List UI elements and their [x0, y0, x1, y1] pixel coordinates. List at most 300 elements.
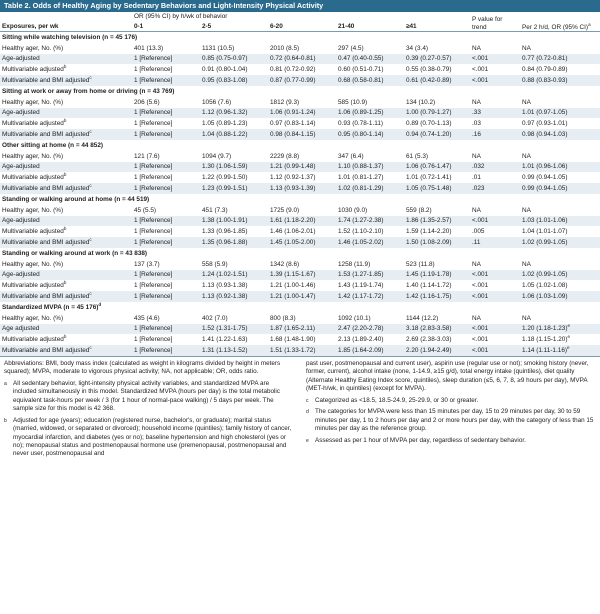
table-cell: 0.60 (0.51-0.71)	[338, 66, 384, 74]
row-label-text: Healthy ager, No. (%)	[2, 98, 64, 106]
header-col-3: 21-40	[336, 21, 404, 32]
table-cell: 1 [Reference]	[132, 162, 200, 173]
per2-cell	[520, 75, 600, 86]
table-cell: 0.55 (0.38-0.79)	[406, 66, 452, 74]
table-cell: 1 [Reference]	[132, 270, 200, 281]
section-header-row	[0, 302, 600, 313]
row-label-text: Healthy ager, No. (%)	[2, 152, 64, 160]
per2-cell	[520, 237, 600, 248]
p-value-cell: NA	[472, 260, 481, 268]
table-cell: 1.86 (1.35-2.57)	[404, 216, 470, 227]
table-cell: 1.12 (0.92-1.37)	[270, 174, 316, 182]
table-cell: 1131 (10.5)	[202, 44, 235, 52]
table-cell: 34 (3.4)	[406, 44, 429, 52]
table-row	[0, 226, 600, 237]
table-cell: 297 (4.5)	[338, 44, 364, 52]
table-cell: 1.06 (0.89-1.25)	[336, 108, 404, 119]
footnote-mark: c	[89, 345, 92, 350]
table-row	[0, 270, 600, 281]
per2-cell	[520, 334, 600, 345]
p-value-cell: <.001	[470, 216, 520, 227]
table-cell: 1 [Reference]	[134, 174, 173, 182]
footnote-mark: c	[89, 237, 92, 242]
per2-cell	[520, 183, 600, 194]
section-title-text: Other sitting at home (n = 44 852)	[2, 141, 104, 149]
row-label	[0, 270, 132, 281]
table-cell: 1.21 (1.00-1.46)	[270, 282, 316, 290]
row-label-text: Age-adjusted	[2, 217, 40, 225]
table-cell: 402 (7.0)	[202, 314, 228, 322]
footnote-mark: c	[306, 397, 309, 404]
row-label-text: Healthy ager, No. (%)	[2, 206, 64, 214]
table-cell: 559 (8.2)	[406, 206, 432, 214]
row-label	[0, 216, 132, 227]
table-cell: 1.59 (1.14-2.20)	[406, 228, 452, 236]
table-cell: 0.98 (0.84-1.15)	[268, 129, 336, 140]
table-cell: 2.69 (2.38-3.03)	[406, 336, 452, 344]
header-col-0: 0-1	[132, 21, 200, 32]
table-cell: 1.06 (0.91-1.24)	[268, 108, 336, 119]
footnote-mark: e	[567, 323, 570, 329]
p-value-cell: NA	[472, 206, 481, 214]
table-cell: 2010 (8.5)	[270, 44, 300, 52]
per2-cell	[520, 162, 600, 173]
table-row	[0, 54, 600, 65]
table-cell: 1.52 (1.10-2.10)	[338, 228, 384, 236]
per2-cell	[520, 54, 600, 65]
table-cell: 1.45 (1.19-1.78)	[404, 270, 470, 281]
table-cell: 0.39 (0.27-0.57)	[404, 54, 470, 65]
table-cell: 1.85 (1.64-2.09)	[336, 345, 404, 356]
table-cell: 2.13 (1.89-2.40)	[338, 336, 384, 344]
row-label	[0, 237, 132, 248]
footnote-mark: e	[306, 437, 309, 444]
table-cell: 1144 (12.2)	[406, 314, 439, 322]
row-label-text: Healthy ager, No. (%)	[2, 44, 64, 52]
table-cell: 0.68 (0.58-0.81)	[336, 75, 404, 86]
row-label	[0, 345, 132, 356]
table-cell: 1 [Reference]	[132, 216, 200, 227]
table-row	[0, 237, 600, 248]
table-cell: 1.46 (1.06-2.01)	[270, 228, 316, 236]
p-value-cell: NA	[472, 152, 481, 160]
row-label	[0, 162, 132, 173]
table-title: Table 2. Odds of Healthy Aging by Sedentary Behaviors and Light-Intensity Physical Activity	[0, 0, 600, 12]
p-value-cell: <.001	[470, 324, 520, 335]
table-cell: 1.05 (0.89-1.23)	[202, 120, 248, 128]
table-cell: 2.47 (2.20-2.78)	[336, 324, 404, 335]
row-label-text: Multivariable and BMI adjusted	[2, 131, 90, 139]
section-title-text: Sitting while watching television (n = 45 176)	[2, 33, 138, 41]
footnote	[4, 417, 294, 459]
table-cell: 1 [Reference]	[134, 120, 173, 128]
table-cell: 1 [Reference]	[134, 336, 173, 344]
section-header-row	[0, 194, 600, 205]
table-cell: 585 (10.9)	[338, 98, 368, 106]
footnotes-right	[306, 360, 596, 462]
table-cell: 1.23 (0.99-1.51)	[200, 183, 268, 194]
table-row	[0, 334, 600, 345]
header-col-1: 2-5	[200, 21, 268, 32]
per2-value: 0.84 (0.79-0.89)	[522, 66, 568, 74]
row-label-text: Multivariable and BMI adjusted	[2, 347, 90, 354]
p-value-cell: .01	[472, 174, 481, 182]
table-cell: 1.35 (0.96-1.88)	[200, 237, 268, 248]
per2-cell	[520, 151, 600, 162]
per2-cell	[520, 324, 600, 335]
footnote-text: Adjusted for age (years); education (registered nurse, bachelor's, or graduate); marital status (married, widowed, or separated or divorced); household income (quintiles); family history of cancer, myocardial infarction, and diabetes (yes or no); baseline hypertension and high cholesterol (yes or no); menopausal status and postmenopausal hormone use (premenopausal, postmenopausal and never user, postmenopausal and	[13, 416, 292, 458]
table-cell: 0.95 (0.83-1.08)	[200, 75, 268, 86]
table-cell: 1.21 (0.99-1.48)	[268, 162, 336, 173]
per2-value: 1.03 (1.01-1.06)	[522, 217, 568, 225]
per2-cell	[520, 108, 600, 119]
per2-cell	[520, 172, 600, 183]
per2-value: 0.77 (0.72-0.81)	[522, 55, 568, 63]
table-cell: 1.42 (1.17-1.72)	[336, 291, 404, 302]
table-cell: 1.24 (1.02-1.51)	[200, 270, 268, 281]
table-row	[0, 291, 600, 302]
table-cell: 1.00 (0.79-1.27)	[404, 108, 470, 119]
table-row	[0, 183, 600, 194]
row-label-text: Age-adjusted	[2, 109, 40, 117]
table-row	[0, 345, 600, 356]
row-label-text: Multivariable adjusted	[2, 282, 64, 290]
table-cell: 0.93 (0.78-1.11)	[338, 120, 383, 128]
footnote-mark: a	[4, 380, 7, 387]
table-row	[0, 259, 600, 270]
table-cell: 1.40 (1.14-1.72)	[406, 282, 452, 290]
per2-cell	[520, 226, 600, 237]
per2-cell	[520, 129, 600, 140]
table-row	[0, 324, 600, 335]
table-cell: 347 (6.4)	[338, 152, 364, 160]
per2-value: 1.02 (0.99-1.05)	[522, 239, 568, 247]
p-value-cell: .023	[470, 183, 520, 194]
table-cell: 1.45 (1.05-2.00)	[268, 237, 336, 248]
row-label-text: Healthy ager, No. (%)	[2, 260, 64, 268]
footnote-mark: c	[89, 75, 92, 80]
row-label-text: Age-adjusted	[2, 163, 40, 171]
header-exposure: Exposures, per wk	[0, 21, 132, 32]
table-cell: 1.13 (0.93-1.39)	[268, 183, 336, 194]
table-cell: 0.72 (0.64-0.81)	[268, 54, 336, 65]
footnote-mark: d	[306, 409, 309, 416]
table-cell: 134 (10.2)	[406, 98, 436, 106]
row-label	[0, 129, 132, 140]
per2-value: 0.98 (0.94-1.03)	[522, 131, 568, 139]
table-cell: 1.33 (0.96-1.85)	[202, 228, 248, 236]
footnote	[4, 360, 294, 377]
table-cell: 1.12 (0.96-1.32)	[200, 108, 268, 119]
p-value-cell: <.001	[470, 291, 520, 302]
footnote-mark: b	[63, 226, 67, 232]
row-label-text: Age-adjusted	[2, 271, 40, 279]
table-cell: 401 (13.3)	[134, 44, 164, 52]
row-label-text: Multivariable and BMI adjusted	[2, 239, 90, 247]
header-per2: Per 2 h/d, OR (95% CI)$^a$	[520, 12, 600, 32]
p-value-cell: <.001	[470, 270, 520, 281]
table-cell: 1.04 (0.88-1.22)	[200, 129, 268, 140]
section-title-text: Standing or walking around at home (n = 44 519)	[2, 195, 150, 203]
table-cell: 1812 (9.3)	[270, 98, 300, 106]
per2-value: 1.01 (0.96-1.06)	[522, 163, 568, 171]
table-cell: 1725 (9.0)	[270, 206, 300, 214]
p-value-cell: <.001	[472, 282, 489, 290]
row-label	[0, 324, 132, 335]
footnote-mark: c	[89, 129, 92, 134]
row-label	[0, 75, 132, 86]
per2-cell	[520, 280, 600, 291]
footnote-mark: b	[63, 280, 67, 286]
row-label	[0, 43, 132, 54]
table-cell: 1.13 (0.93-1.38)	[202, 282, 248, 290]
table-cell: 1 [Reference]	[132, 54, 200, 65]
table-cell: 121 (7.6)	[134, 152, 160, 160]
section-title	[0, 32, 600, 43]
per2-value: NA	[522, 152, 531, 160]
p-value-cell: .032	[470, 162, 520, 173]
table-cell: 1342 (8.6)	[270, 260, 300, 268]
table-cell: 0.94 (0.74-1.20)	[404, 129, 470, 140]
row-label	[0, 118, 132, 129]
footnote-mark: b	[63, 64, 67, 70]
table-cell: 206 (5.6)	[134, 98, 160, 106]
per2-cell	[520, 43, 600, 54]
p-value-cell: NA	[472, 98, 481, 106]
per2-cell	[520, 291, 600, 302]
row-label	[0, 205, 132, 216]
section-header-row	[0, 86, 600, 97]
table-cell: 1.30 (1.06-1.59)	[200, 162, 268, 173]
table-cell: 1 [Reference]	[132, 108, 200, 119]
table-row	[0, 313, 600, 324]
per2-value: 0.99 (0.94-1.05)	[522, 185, 568, 193]
row-label	[0, 108, 132, 119]
table-cell: 1.02 (0.81-1.29)	[336, 183, 404, 194]
per2-cell	[520, 259, 600, 270]
footnote	[4, 380, 294, 414]
row-label	[0, 54, 132, 65]
table-cell: 1.01 (0.72-1.41)	[406, 174, 452, 182]
table-cell: 1.01 (0.81-1.27)	[338, 174, 384, 182]
table-cell: 137 (3.7)	[134, 260, 160, 268]
footnote-mark: b	[63, 334, 67, 340]
section-title	[0, 302, 600, 313]
table-cell: 0.81 (0.72-0.92)	[270, 66, 316, 74]
per2-cell	[520, 270, 600, 281]
table-cell: 1.38 (1.00-1.91)	[200, 216, 268, 227]
table-cell: 0.47 (0.40-0.55)	[336, 54, 404, 65]
table-cell: 558 (5.9)	[202, 260, 228, 268]
odds-table	[0, 12, 600, 356]
table-cell: 1.46 (1.05-2.02)	[336, 237, 404, 248]
section-title	[0, 140, 600, 151]
footnote-mark: b	[63, 172, 67, 178]
header-spacer	[0, 12, 132, 21]
row-label	[0, 97, 132, 108]
footnote-mark: c	[89, 183, 92, 188]
table-cell: 1056 (7.6)	[202, 98, 232, 106]
p-value-cell: .005	[472, 228, 485, 236]
per2-cell	[520, 118, 600, 129]
footnote-mark: c	[89, 291, 92, 296]
table-row	[0, 97, 600, 108]
table-cell: 1.10 (0.88-1.37)	[336, 162, 404, 173]
p-value-cell: <.001	[472, 336, 489, 344]
section-title	[0, 248, 600, 259]
footnote	[306, 437, 596, 445]
p-value-cell: .16	[470, 129, 520, 140]
table-cell: 1.68 (1.48-1.90)	[270, 336, 316, 344]
table-row	[0, 172, 600, 183]
per2-value: NA	[522, 98, 531, 106]
table-cell: 1.13 (0.92-1.38)	[200, 291, 268, 302]
per2-value: NA	[522, 206, 531, 214]
table-row	[0, 216, 600, 227]
table-cell: 1.39 (1.15-1.67)	[268, 270, 336, 281]
section-title-text: Standardized MVPA (n = 45 176)	[2, 303, 99, 311]
per2-value: 0.99 (0.94-1.05)	[522, 174, 568, 182]
row-label-text: Multivariable and BMI adjusted	[2, 77, 90, 85]
table-cell: 1.51 (1.33-1.72)	[268, 345, 336, 356]
table-cell: 1 [Reference]	[132, 345, 200, 356]
table-cell: 61 (5.3)	[406, 152, 429, 160]
per2-value: 1.14 (1.11-1.16)	[522, 347, 567, 354]
row-label-text: Multivariable adjusted	[2, 174, 64, 182]
per2-cell	[520, 97, 600, 108]
table-cell: 1 [Reference]	[132, 291, 200, 302]
section-title-text: Standing or walking around at work (n = 43 838)	[2, 249, 148, 257]
table-cell: 1030 (9.0)	[338, 206, 368, 214]
per2-value: 1.20 (1.18-1.23)	[522, 325, 568, 333]
table-row	[0, 118, 600, 129]
header-col-2: 6-20	[268, 21, 336, 32]
row-label	[0, 280, 132, 291]
table-cell: 1.74 (1.27-2.38)	[336, 216, 404, 227]
table-cell: 1 [Reference]	[132, 237, 200, 248]
footnote	[306, 397, 596, 405]
table-cell: 0.95 (0.80-1.14)	[336, 129, 404, 140]
table-cell: 1.42 (1.16-1.75)	[404, 291, 470, 302]
table-cell: 0.89 (0.70-1.13)	[406, 120, 452, 128]
p-value-cell: <.001	[472, 66, 489, 74]
table-row	[0, 280, 600, 291]
table-cell: 0.61 (0.42-0.89)	[404, 75, 470, 86]
row-label-text: Healthy ager, No. (%)	[2, 314, 64, 322]
p-value-cell: NA	[472, 44, 481, 52]
row-label-text: Age adjusted	[2, 325, 40, 333]
row-label-text: Age-adjusted	[2, 55, 40, 63]
per2-cell	[520, 64, 600, 75]
footnote-mark: e	[567, 345, 570, 350]
footnote-mark: b	[63, 118, 67, 124]
row-label	[0, 313, 132, 324]
row-label-text: Multivariable adjusted	[2, 120, 64, 128]
row-label-text: Multivariable adjusted	[2, 336, 64, 344]
table-cell: 1.52 (1.31-1.75)	[200, 324, 268, 335]
row-label-text: Multivariable and BMI adjusted	[2, 185, 90, 193]
per2-cell	[520, 345, 600, 356]
per2-value: 1.05 (1.02-1.08)	[522, 282, 568, 290]
per2-value: NA	[522, 44, 531, 52]
per2-value: NA	[522, 260, 531, 268]
table-cell: 1 [Reference]	[134, 228, 173, 236]
table-cell: 1.43 (1.19-1.74)	[338, 282, 384, 290]
table-cell: 1094 (9.7)	[202, 152, 232, 160]
footnote-text: All sedentary behavior, light-intensity physical activity variables, and standardized MVPA are included simultaneously in this model. Standardized MVPA (hours per day) is the total metabolic equivalent task-hours per week / 3 (for 1 hour of normal-pace walking) / 5 days per week. The sample size for this model is 42 368.	[13, 379, 280, 413]
table-row	[0, 43, 600, 54]
table-cell: 1 [Reference]	[132, 183, 200, 194]
row-label	[0, 183, 132, 194]
p-value-cell: <.001	[470, 75, 520, 86]
per2-value: NA	[522, 314, 531, 322]
section-title-text: Sitting at work or away from home or driving (n = 43 769)	[2, 87, 175, 95]
table-cell: 523 (11.8)	[406, 260, 435, 268]
per2-value: 0.97 (0.93-1.01)	[522, 120, 568, 128]
per2-value: 1.01 (0.97-1.05)	[522, 109, 568, 117]
p-value-cell: .11	[470, 237, 520, 248]
footnote	[306, 408, 596, 433]
table-cell: 451 (7.3)	[202, 206, 228, 214]
table-row	[0, 64, 600, 75]
per2-cell	[520, 313, 600, 324]
p-value-cell: .03	[472, 120, 481, 128]
per2-value: 1.18 (1.15-1.20)	[522, 336, 568, 344]
row-label	[0, 172, 132, 183]
table-cell: 1258 (11.9)	[338, 260, 371, 268]
row-label	[0, 226, 132, 237]
footnote	[306, 360, 596, 394]
row-label	[0, 151, 132, 162]
row-label	[0, 334, 132, 345]
p-value-cell: <.001	[470, 54, 520, 65]
table-cell: 1 [Reference]	[132, 75, 200, 86]
table-cell: 2229 (8.8)	[270, 152, 300, 160]
table-cell: 1 [Reference]	[132, 324, 200, 335]
per2-cell	[520, 205, 600, 216]
p-value-cell: .33	[470, 108, 520, 119]
footnote-mark: d	[98, 301, 102, 307]
footnote-text: Abbreviations: BMI, body mass index (calculated as weight in kilograms divided by height in meters squared); MVPA, moderate to vigorous physical activity; NA, not applicable; OR, odds ratio.	[4, 359, 281, 376]
table-cell: 435 (4.6)	[134, 314, 160, 322]
footnote-text: past user, postmenopausal and current user), aspirin use (regular use or not); smoking history (never, former, current), alcohol intake (none, 1-14.9, ≥15 g/d), total energy intake (quintiles), diet quality (Alternate Healthy Eating Index score, quintiles), sleep duration (≤5, 6, 7, 8, ≥9 hours per day), MVPA (MET-h/wk, in quintiles) (except for MVPA).	[306, 359, 589, 393]
section-header-row	[0, 140, 600, 151]
row-label	[0, 291, 132, 302]
table-cell: 1092 (10.1)	[338, 314, 371, 322]
p-value-cell: NA	[472, 314, 481, 322]
table-cell: 1.21 (1.00-1.47)	[268, 291, 336, 302]
table-cell: 1.53 (1.27-1.85)	[336, 270, 404, 281]
row-label	[0, 64, 132, 75]
row-label-text: Multivariable and BMI adjusted	[2, 293, 90, 301]
table-row	[0, 108, 600, 119]
footnote-text: The categories for MVPA were less than 15 minutes per day, 15 to 29 minutes per day, 30 to 59 minutes per day, 1 to 2 hours per day and 2 or more hours per day, with the category of less than 15 minutes per day as the reference group.	[315, 408, 594, 433]
footnote-text: Categorized as <18.5, 18.5-24.9, 25-29.9, or 30 or greater.	[315, 396, 479, 404]
per2-value: 1.02 (0.99-1.05)	[522, 271, 568, 279]
table-cell: 1.87 (1.65-2.11)	[268, 324, 336, 335]
table-cell: 1.22 (0.99-1.50)	[202, 174, 248, 182]
row-label-text: Multivariable adjusted	[2, 66, 64, 74]
footnotes	[0, 356, 600, 462]
table-cell: 1.31 (1.13-1.52)	[200, 345, 268, 356]
table-cell: 1.50 (1.08-2.09)	[404, 237, 470, 248]
section-header-row	[0, 32, 600, 43]
table-row	[0, 151, 600, 162]
table-cell: 1 [Reference]	[134, 282, 173, 290]
row-label-text: Multivariable adjusted	[2, 228, 64, 236]
section-header-row	[0, 248, 600, 259]
table-row	[0, 162, 600, 173]
